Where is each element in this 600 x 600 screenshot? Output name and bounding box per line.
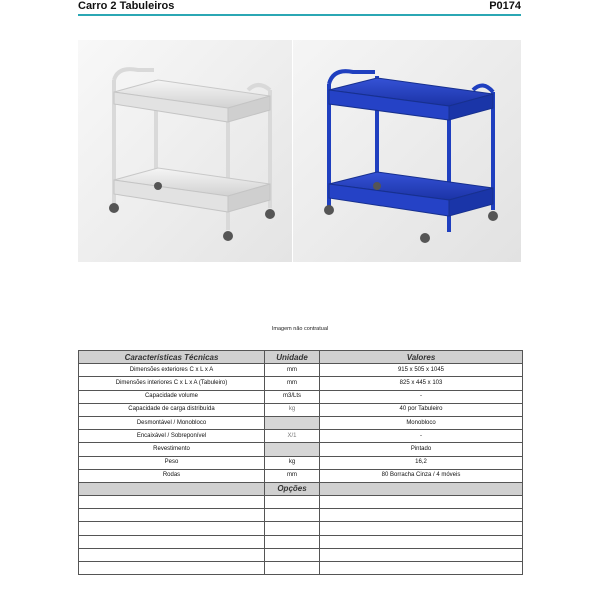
row-unit: kg <box>265 456 320 469</box>
row-value: - <box>320 390 523 403</box>
row-value: Pintado <box>320 443 523 456</box>
row-unit: m3/Lts <box>265 390 320 403</box>
image-disclaimer: Imagem não contratual <box>271 326 329 332</box>
table-row <box>79 416 523 429</box>
white-trolley-image <box>78 40 292 262</box>
table-row <box>79 377 523 390</box>
row-label: Capacidade volume <box>79 390 265 403</box>
table-row <box>79 443 523 456</box>
header-characteristics: Características Técnicas <box>79 351 265 364</box>
row-label: Dimensões exteriores C x L x A <box>79 364 265 377</box>
row-value: - <box>320 430 523 443</box>
table-row <box>79 456 523 469</box>
options-row <box>79 535 523 548</box>
row-label: Peso <box>79 456 265 469</box>
row-label: Revestimento <box>79 443 265 456</box>
options-header: Opções <box>265 482 320 495</box>
row-unit: kg <box>265 403 320 416</box>
header-rule <box>78 14 521 16</box>
row-unit <box>265 443 320 456</box>
row-label: Capacidade de carga distribuída <box>79 403 265 416</box>
row-value: 80 Borracha Cinza / 4 móveis <box>320 469 523 482</box>
row-unit: mm <box>265 364 320 377</box>
options-row <box>79 509 523 522</box>
row-unit <box>265 416 320 429</box>
blue-trolley-image <box>293 40 521 262</box>
row-unit: mm <box>265 469 320 482</box>
table-row <box>79 403 523 416</box>
header-values: Valores <box>320 351 523 364</box>
options-row <box>79 522 523 535</box>
row-value: 915 x 505 x 1045 <box>320 364 523 377</box>
spec-table-header <box>79 351 523 364</box>
row-label: Rodas <box>79 469 265 482</box>
row-value: 40 por Tabuleiro <box>320 403 523 416</box>
table-row <box>79 364 523 377</box>
header-unit: Unidade <box>265 351 320 364</box>
row-unit: X/1 <box>265 430 320 443</box>
row-value: 16,2 <box>320 456 523 469</box>
options-row <box>79 562 523 575</box>
product-title: Carro 2 Tabuleiros <box>78 0 175 12</box>
options-row <box>79 548 523 561</box>
table-row <box>79 430 523 443</box>
options-row <box>79 496 523 509</box>
product-code: P0174 <box>489 0 521 12</box>
page-header <box>78 0 521 16</box>
spec-table <box>78 350 523 575</box>
row-label: Desmontável / Monobloco <box>79 416 265 429</box>
options-header-cell <box>79 482 265 495</box>
row-value: 825 x 445 x 103 <box>320 377 523 390</box>
table-row <box>79 469 523 482</box>
options-header-row <box>79 482 523 495</box>
row-value: Monobloco <box>320 416 523 429</box>
options-header-cell <box>320 482 523 495</box>
row-unit: mm <box>265 377 320 390</box>
table-row <box>79 390 523 403</box>
row-label: Encaixável / Sobreponível <box>79 430 265 443</box>
row-label: Dimensões interiores C x L x A (Tabuleiro) <box>79 377 265 390</box>
